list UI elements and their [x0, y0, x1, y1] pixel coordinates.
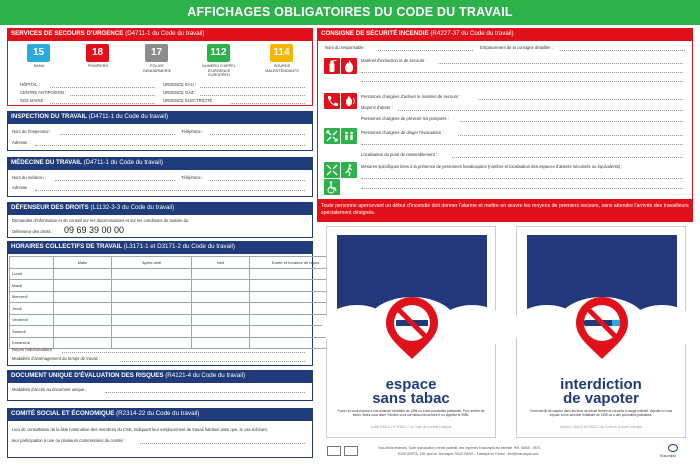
emergency-number-tile: 112 — [207, 44, 230, 62]
pompiers-label: Personnes chargées de prévenir les pompiers : — [361, 116, 449, 121]
horaires-title: HORAIRES COLLECTIFS DE TRAVAIL — [11, 243, 123, 250]
schedule-cell[interactable] — [112, 303, 192, 315]
inspection-address-field[interactable] — [35, 145, 305, 146]
poster-tabac-title-2: sans tabac — [372, 390, 450, 407]
horaires-title-bar — [7, 241, 313, 253]
horaires-column-header: Après-midi — [112, 257, 192, 269]
no-smoking-icon — [382, 295, 442, 363]
materiel-field-3[interactable] — [361, 81, 683, 82]
schedule-cell[interactable] — [112, 314, 192, 326]
evacuation-field-2[interactable] — [361, 144, 683, 145]
cse-title-bar — [7, 408, 313, 420]
antipoison-label: CENTRE ANTIPOISON : — [20, 90, 67, 95]
schedule-cell[interactable] — [192, 303, 250, 315]
schedule-cell[interactable] — [112, 326, 192, 338]
schedule-cell[interactable] — [54, 291, 112, 303]
poster-interdiction-vapoter — [516, 226, 686, 438]
fsc-logo-icon — [327, 446, 341, 456]
incendie-title: CONSIGNE DE SÉCURITÉ INCENDIE — [321, 30, 429, 37]
secours-title-bar — [7, 28, 313, 40]
emergency-number-tile: 114 — [270, 44, 293, 62]
fire-icon — [341, 58, 357, 74]
medecine-ref: (D4711-1 du Code du travail) — [83, 159, 163, 166]
risques-title: DOCUMENT UNIQUE D'ÉVALUATION DES RISQUES — [11, 372, 164, 379]
secours-title: SERVICES DE SECOURS D'URGENCE — [11, 30, 124, 37]
schedule-cell[interactable] — [54, 337, 112, 349]
horaires-column-header: Durée et horaires de repos — [250, 257, 342, 269]
horaires-header-row — [10, 257, 342, 269]
defenseur-title: DÉFENSEUR DES DROITS — [11, 204, 89, 211]
wheelchair-icon — [324, 179, 340, 195]
evacuation-field[interactable] — [458, 135, 683, 136]
assembly-point-icon — [341, 128, 357, 144]
schedule-cell[interactable] — [54, 314, 112, 326]
defenseur-title-bar — [7, 202, 313, 214]
cse-ref: (R2314-22 du Code du travail) — [116, 410, 200, 417]
poster-vapoter-note: Articles L3513-6 et R3513-2 du Code de la santé publique — [559, 425, 643, 429]
personnes-alerte-label: Personnes chargées d'activer le matériel de secours : — [361, 94, 461, 99]
incendie-title-bar — [317, 28, 693, 40]
urgence-elec-field[interactable] — [230, 103, 305, 104]
emplacement-field[interactable] — [560, 50, 685, 51]
risques-text: Modalités d'accès au document unique : — [12, 387, 87, 392]
fire-extinguisher-icon — [324, 58, 340, 74]
day-label: Dimanche — [10, 337, 54, 349]
schedule-cell[interactable] — [112, 280, 192, 292]
schedule-cell[interactable] — [54, 303, 112, 315]
materiel-field[interactable] — [438, 63, 683, 64]
medecine-address-field[interactable] — [35, 190, 305, 191]
poster-espace-sans-tabac — [326, 226, 496, 438]
hopital-label: HÔPITAL : — [20, 82, 40, 87]
urgence-gaz-field[interactable] — [200, 95, 305, 96]
schedule-cell[interactable] — [54, 268, 112, 280]
rassemblement-label: Localisation du point de rassemblement : — [361, 152, 438, 157]
table-row — [10, 314, 342, 326]
emergency-number-tile: 17 — [145, 44, 168, 62]
horaires-table — [9, 256, 342, 349]
inspection-ref: (D4711-1 du Code du travail) — [88, 113, 169, 120]
emergency-number-label: POLICE GENDARMERIE — [142, 64, 172, 73]
hopital-field[interactable] — [50, 87, 155, 88]
handicap-field-2[interactable] — [361, 188, 683, 189]
emergency-exit-icon — [324, 162, 340, 178]
repos-label: Repos hebdomadaire : — [12, 347, 55, 352]
doctor-field[interactable] — [55, 180, 175, 181]
emergency-number-label: SAMU — [33, 64, 45, 68]
risques-ref: (R4121-4 du Code du travail) — [165, 372, 246, 379]
materiel-field-2[interactable] — [361, 72, 683, 73]
modalites-label: Modalités d'aménagement du temps de travail : — [12, 356, 100, 361]
schedule-cell[interactable] — [112, 337, 192, 349]
horaires-column-header — [10, 257, 54, 269]
doctor-label: Nom du médecin : — [12, 175, 46, 180]
poster-vapoter-title-1: interdiction — [560, 376, 642, 393]
schedule-cell[interactable] — [192, 291, 250, 303]
inspection-title-bar — [7, 111, 313, 123]
materiel-label: Matériel d'extinction et de secours : — [361, 58, 427, 63]
table-row — [10, 326, 342, 338]
inspection-box — [7, 123, 313, 151]
exacompta-logo-icon — [668, 444, 678, 452]
table-row — [10, 280, 342, 292]
poster-vapoter-small: Il est interdit de vapoter dans les lieux de travail fermés et couverts à usage collectif. Vapoter ici vous expose à une amende forfaitaire de 135€ ou à des poursuites judiciaires. — [529, 409, 673, 418]
schedule-cell[interactable] — [54, 326, 112, 338]
horaires-column-header: Nuit — [192, 257, 250, 269]
day-label: Samedi — [10, 326, 54, 338]
inspector-label: Nom de l'inspecteur : — [12, 129, 52, 134]
defenseur-text: Demandes d'information et de conseil sur les discriminations et sur les conditions de saisine du — [12, 218, 189, 223]
medecine-title-bar — [7, 157, 313, 169]
handicap-label: Mesures spécifiques liées à la présence de personnes handicapées (nombre et localisation des espaces d'attente sécurisés ou équivalents) : — [361, 164, 623, 169]
day-label: Vendredi — [10, 314, 54, 326]
cse-line1: Lieu de consultation de la liste nominative des membres du CSE, indiquant leur emplacement de travail habituel ainsi que, le cas échéant, — [12, 427, 268, 432]
poster-vapoter-cloud-right — [627, 305, 697, 350]
sos-mains-label: SOS MAINS : — [20, 98, 46, 103]
handicap-field[interactable] — [361, 178, 683, 179]
modalites-field[interactable] — [120, 361, 305, 362]
emergency-number-label: SOURDS MALENTENDANTS — [265, 64, 299, 73]
evacuation-label: Personnes chargées de diriger l'évacuation : — [361, 130, 444, 135]
poster-vapoter-title-2: de vapoter — [563, 390, 639, 407]
sos-mains-field[interactable] — [50, 103, 155, 104]
defenseur-label: Défenseur des droits : — [12, 229, 53, 234]
responsable-field[interactable] — [378, 50, 473, 51]
inspector-field[interactable] — [60, 134, 175, 135]
cse-field[interactable] — [140, 443, 305, 444]
footer-brand: Exacompta — [660, 454, 676, 458]
schedule-cell[interactable] — [54, 280, 112, 292]
personnes-alerte-field[interactable] — [478, 99, 683, 100]
medecine-phone-field[interactable] — [210, 180, 305, 181]
poster-tabac-title-1: espace — [385, 376, 437, 393]
defenseur-ref: (L1132-3-3 du Code du travail) — [90, 204, 175, 211]
medecine-title: MÉDECINE DU TRAVAIL — [11, 159, 82, 166]
day-label: Mardi — [10, 280, 54, 292]
urgence-gaz-label: URGENCE GAZ : — [163, 90, 197, 95]
phone-icon — [324, 93, 340, 109]
no-vaping-icon — [572, 295, 632, 363]
rassemblement-field[interactable] — [452, 157, 683, 158]
defenseur-phone-number: 09 69 39 00 00 — [64, 225, 125, 235]
secours-ref: (D4711-1 du Code du travail) — [125, 30, 205, 37]
urgence-eau-field[interactable] — [200, 87, 305, 88]
schedule-cell[interactable] — [192, 337, 250, 349]
evacuation-arrows-icon — [324, 128, 340, 144]
schedule-cell[interactable] — [192, 326, 250, 338]
day-label: Jeudi — [10, 303, 54, 315]
repos-field[interactable] — [62, 352, 305, 353]
inspection-title: INSPECTION DU TRAVAIL — [11, 113, 87, 120]
inspection-phone-field[interactable] — [210, 134, 305, 135]
cse-title: COMITÉ SOCIAL ET ÉCONOMIQUE — [11, 410, 115, 417]
antipoison-field[interactable] — [70, 95, 155, 96]
moyens-label: Moyens d'alerte : — [361, 105, 393, 110]
moyens-field[interactable] — [398, 110, 683, 111]
day-label: Mercredi — [10, 291, 54, 303]
poster-tabac-note: Arrêté R3512-2 et R3512-7 du Code de la santé publique — [370, 425, 452, 429]
incendie-ref: (R4227-37 du Code du travail) — [430, 30, 514, 37]
emergency-number-label: POMPIERS — [87, 64, 109, 68]
pompiers-field[interactable] — [460, 121, 683, 122]
emplacement-label: Emplacement de la consigne détaillée : — [480, 45, 553, 50]
inspection-address-label: Adresse : — [12, 140, 30, 145]
table-row — [10, 268, 342, 280]
poster-tabac-small: Fumer ici vous expose à une amende forfaitaire de 135€ ou à des poursuites judiciaires. Pour arrêter de fumer, faites-vous aider. Rendez-vous sur tabac-info-service.fr ou appelez le 3989. — [337, 409, 485, 418]
cse-line2: leur participation à une ou plusieurs commissions du comité : — [12, 438, 126, 443]
page-title: AFFICHAGES OBLIGATOIRES DU CODE DU TRAVAIL — [187, 5, 513, 19]
footer-line1: Tous droits réservés. Toute reproduction, même partielle, des imprimés Exacompta est interdite. Réf. 0080E - 0925. — [378, 446, 541, 450]
table-row — [10, 303, 342, 315]
schedule-cell[interactable] — [192, 314, 250, 326]
medecine-phone-label: Téléphone : — [181, 175, 204, 180]
poster-tabac-cloud-right — [437, 305, 507, 350]
inspection-phone-label: Téléphone : — [181, 129, 204, 134]
medecine-address-label: Adresse : — [12, 185, 30, 190]
schedule-cell[interactable] — [192, 280, 250, 292]
fire-alarm-icon — [341, 93, 357, 109]
recycle-logo-icon — [344, 446, 358, 456]
running-person-icon — [341, 162, 357, 178]
urgence-elec-label: URGENCE ÉLECTRICITÉ : — [163, 98, 215, 103]
medecine-box — [7, 169, 313, 197]
emergency-number-tile: 15 — [27, 44, 50, 62]
table-row — [10, 291, 342, 303]
urgence-eau-label: URGENCE EAU : — [163, 82, 197, 87]
schedule-cell[interactable] — [192, 268, 250, 280]
responsable-label: Nom du responsable : — [325, 45, 366, 50]
emergency-number-label: NUMÉRO D'APPEL D'URGENCE EUROPÉEN — [202, 64, 236, 78]
schedule-cell[interactable] — [112, 268, 192, 280]
horaires-column-header: Matin — [54, 257, 112, 269]
emergency-number-tile: 18 — [86, 44, 109, 62]
incendie-consigne-banner: Toute personne apercevant un début d'incendie doit donner l'alarme et mettre en œuvre les moyens de premiers secours, sans attendre l'arrivée des travailleurs spécialement désignés. — [317, 200, 693, 222]
table-row — [10, 337, 342, 349]
day-label: Lundi — [10, 268, 54, 280]
risques-title-bar — [7, 370, 313, 382]
schedule-cell[interactable] — [112, 291, 192, 303]
footer-line2: EXACOMPTA, 138, quai de Jemmapes 75010 PARIS – Fabriqué en France - info@exacompta.com — [398, 452, 539, 456]
risques-field[interactable] — [105, 392, 305, 393]
horaires-ref: (L3171-1 et D3171-2 du Code du travail) — [123, 243, 235, 250]
